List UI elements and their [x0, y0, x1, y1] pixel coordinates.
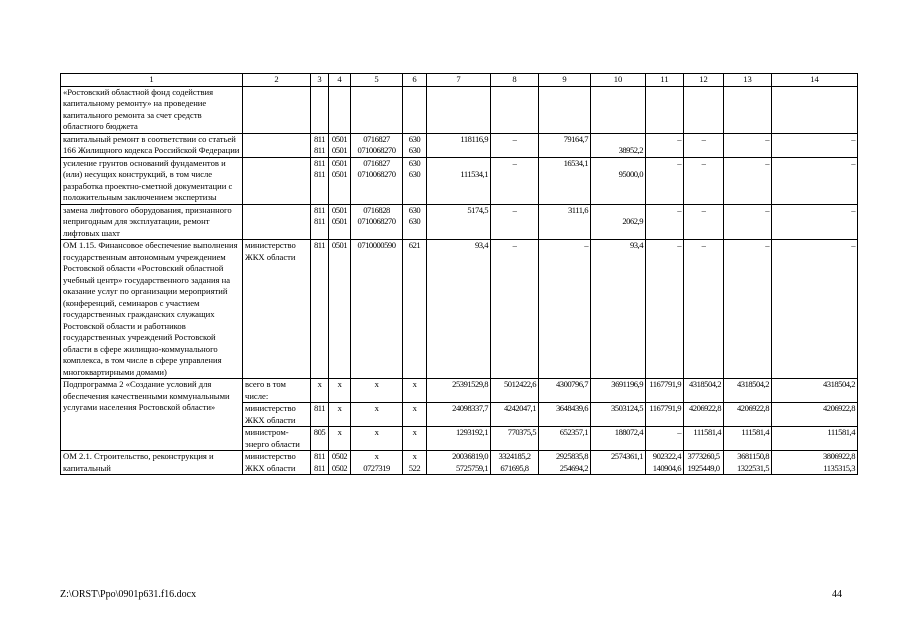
row-description: «Ростовский областной фонд содействия капитальному ремонту» на проведение капитального ремонта за счет средств областного бюджета — [61, 86, 243, 133]
value-cell: 111581,4 — [684, 427, 724, 451]
value-cell: 3648439,6 — [539, 403, 591, 427]
value-cell — [351, 240, 403, 379]
value-line: 630 — [408, 216, 421, 226]
value-line: 0716827 — [363, 133, 390, 144]
value-cell — [646, 204, 684, 240]
value-cell — [772, 451, 858, 475]
value-cell — [684, 240, 724, 379]
header-cell: 5 — [351, 74, 403, 87]
value-line: 1925449,0 — [687, 462, 720, 473]
value-cell — [311, 86, 329, 133]
value-line: 111534,1 — [460, 169, 488, 179]
value-cell — [329, 240, 351, 379]
table-row — [61, 157, 858, 204]
value-line: 2925835,8 — [555, 451, 588, 461]
value-line: 811 — [313, 169, 326, 179]
value-line — [648, 169, 681, 181]
value-line: 20036819,0 — [452, 451, 488, 461]
value-cell — [329, 133, 351, 157]
value-line: 118116,9 — [460, 133, 488, 144]
row-description: ОМ 2.1. Строительство, реконструкция и капитальный — [61, 451, 243, 475]
value-cell: x — [351, 403, 403, 427]
value-cell — [491, 451, 539, 475]
value-line: 93,4 — [629, 240, 643, 250]
footer-file-path: Z:\ORST\Ppo\0901p631.f16.docx — [60, 589, 197, 600]
value-line: – — [851, 204, 855, 215]
value-line — [541, 216, 588, 228]
value-cell — [591, 451, 646, 475]
header-cell: 8 — [491, 74, 539, 87]
header-cell: 14 — [772, 74, 858, 87]
value-cell — [646, 240, 684, 379]
value-cell — [427, 86, 491, 133]
value-line: 5174,5 — [467, 204, 488, 215]
value-line: 0710068270 — [357, 216, 396, 226]
value-line: 671695,8 — [500, 462, 529, 473]
value-cell — [539, 133, 591, 157]
value-cell: 652357,1 — [539, 427, 591, 451]
value-line — [593, 134, 643, 146]
value-cell: 4318504,2 — [724, 379, 772, 403]
value-cell — [539, 204, 591, 240]
value-cell: 4242047,1 — [491, 403, 539, 427]
value-cell — [539, 157, 591, 204]
table-row — [61, 451, 858, 475]
value-cell — [311, 204, 329, 240]
value-cell — [684, 157, 724, 204]
value-cell: x — [403, 379, 427, 403]
value-cell — [684, 133, 724, 157]
value-line: 3773260,5 — [687, 451, 720, 461]
value-line: 3806922,8 — [822, 451, 855, 461]
value-cell — [591, 204, 646, 240]
value-cell — [351, 451, 403, 475]
value-cell — [684, 86, 724, 133]
value-cell: x — [329, 427, 351, 451]
value-cell: x — [311, 379, 329, 403]
value-line: 811 — [313, 145, 326, 155]
value-line: – — [512, 133, 517, 144]
value-line: 2574361,1 — [610, 451, 643, 461]
value-cell: 805 — [311, 427, 329, 451]
value-line: x — [374, 451, 379, 461]
value-line: 254694,2 — [559, 462, 588, 473]
value-cell: 4206922,8 — [684, 403, 724, 427]
value-cell — [591, 133, 646, 157]
value-cell: 111581,4 — [724, 427, 772, 451]
value-line — [593, 158, 643, 170]
value-cell — [772, 157, 858, 204]
value-cell — [491, 204, 539, 240]
value-cell — [646, 157, 684, 204]
value-cell: x — [403, 403, 427, 427]
header-row — [61, 74, 858, 87]
responsible-executor — [243, 157, 311, 204]
value-line: 3681150,8 — [737, 451, 769, 461]
value-cell — [427, 157, 491, 204]
value-line: – — [512, 240, 517, 250]
table-row — [61, 204, 858, 240]
value-line: 811 — [313, 204, 326, 215]
value-line — [429, 158, 488, 170]
value-line: – — [701, 157, 706, 168]
value-line — [686, 145, 721, 157]
value-line: – — [851, 240, 855, 250]
value-cell — [427, 451, 491, 475]
value-line: – — [584, 240, 588, 250]
value-line: – — [512, 157, 517, 168]
value-line: – — [701, 204, 706, 215]
value-cell — [427, 133, 491, 157]
value-line: 5725759,1 — [455, 462, 488, 473]
value-line: 93,4 — [474, 240, 488, 250]
header-cell: 1 — [61, 74, 243, 87]
value-cell — [329, 451, 351, 475]
value-cell: 188072,4 — [591, 427, 646, 451]
value-line — [686, 216, 721, 228]
value-cell: 3503124,5 — [591, 403, 646, 427]
header-cell: 9 — [539, 74, 591, 87]
header-cell: 4 — [329, 74, 351, 87]
value-cell — [403, 133, 427, 157]
value-cell — [772, 240, 858, 379]
value-cell — [311, 451, 329, 475]
responsible-executor: министерство ЖКХ области — [243, 240, 311, 379]
header-cell: 2 — [243, 74, 311, 87]
value-line — [541, 169, 588, 181]
value-cell — [329, 157, 351, 204]
value-cell — [403, 204, 427, 240]
value-cell — [329, 204, 351, 240]
value-line — [593, 205, 643, 217]
value-cell: 24098337,7 — [427, 403, 491, 427]
page-number: 44 — [832, 589, 842, 600]
table-row — [61, 133, 858, 157]
value-line — [774, 169, 855, 181]
value-line — [726, 145, 769, 157]
value-cell: 111581,4 — [772, 427, 858, 451]
value-line: 630 — [408, 204, 421, 215]
value-line — [493, 216, 536, 228]
value-line: 811 — [313, 133, 326, 144]
value-line — [686, 169, 721, 181]
value-cell — [491, 86, 539, 133]
row-description: капитальный ремонт в соответствии со статьей 166 Жилищного кодекса Российской Федерации — [61, 133, 243, 157]
value-line: 0502 — [331, 462, 348, 473]
value-cell — [646, 86, 684, 133]
value-cell — [351, 204, 403, 240]
value-cell: 4318504,2 — [772, 379, 858, 403]
value-line: 0501 — [331, 169, 348, 179]
value-line: 16534,1 — [563, 157, 588, 168]
value-line — [429, 145, 488, 157]
value-cell — [772, 204, 858, 240]
value-cell — [403, 157, 427, 204]
value-line: 811 — [313, 451, 326, 461]
header-cell: 10 — [591, 74, 646, 87]
responsible-executor: всего в том числе: — [243, 379, 311, 403]
value-cell — [311, 240, 329, 379]
table-row — [61, 240, 858, 379]
value-line — [726, 169, 769, 181]
value-cell — [772, 133, 858, 157]
value-line: x — [412, 451, 417, 461]
header-cell: 12 — [684, 74, 724, 87]
value-line: 630 — [408, 169, 421, 179]
value-line: 0710000590 — [357, 240, 396, 250]
value-cell — [311, 133, 329, 157]
value-cell: 25391529,8 — [427, 379, 491, 403]
value-cell: x — [351, 379, 403, 403]
value-cell: 5012422,6 — [491, 379, 539, 403]
value-cell — [311, 157, 329, 204]
value-line — [648, 145, 681, 157]
value-line: 0710068270 — [357, 169, 396, 179]
value-cell: x — [329, 379, 351, 403]
responsible-executor: министром-энерго области — [243, 427, 311, 451]
value-cell — [539, 451, 591, 475]
value-cell — [351, 133, 403, 157]
header-cell: 11 — [646, 74, 684, 87]
value-cell — [491, 240, 539, 379]
value-cell — [684, 451, 724, 475]
value-line: 0716828 — [363, 204, 390, 215]
row-description: усиление грунтов оснований фундаментов и (или) несущих конструкций, в том числе разработка проектно-сметной документации с положительным заключением экспертизы — [61, 157, 243, 204]
value-cell — [403, 86, 427, 133]
value-line: – — [701, 133, 706, 144]
value-line: – — [765, 204, 769, 215]
value-line — [541, 145, 588, 157]
budget-table — [60, 73, 858, 475]
value-line: 3111,6 — [568, 204, 588, 215]
value-line: 1322531,5 — [736, 462, 769, 473]
value-cell: 3691196,9 — [591, 379, 646, 403]
value-cell: 1293192,1 — [427, 427, 491, 451]
value-cell — [539, 240, 591, 379]
value-line: 0727319 — [363, 462, 390, 473]
value-cell — [403, 451, 427, 475]
value-line: – — [851, 157, 855, 168]
value-cell: 4300796,7 — [539, 379, 591, 403]
value-line: 3324185,2 — [498, 451, 531, 461]
value-line: 630 — [408, 133, 421, 144]
value-line: 811 — [313, 216, 326, 226]
value-cell: 1167791,9 — [646, 379, 684, 403]
value-cell — [403, 240, 427, 379]
value-cell — [427, 204, 491, 240]
value-line: 621 — [408, 240, 421, 250]
value-cell — [591, 157, 646, 204]
value-cell — [724, 133, 772, 157]
value-line: 0501 — [331, 157, 348, 168]
value-cell — [724, 157, 772, 204]
value-line: – — [677, 157, 681, 168]
value-line: 0501 — [331, 145, 348, 155]
value-line: – — [765, 133, 769, 144]
value-line — [429, 216, 488, 228]
row-description: замена лифтового оборудования, признанного непригодным для эксплуатации, ремонт лифтовых шахт — [61, 204, 243, 240]
value-line: 1135315,3 — [823, 462, 855, 473]
value-line: 0710068270 — [357, 145, 396, 155]
value-cell: 4318504,2 — [684, 379, 724, 403]
value-cell — [329, 86, 351, 133]
value-cell — [539, 86, 591, 133]
value-cell — [724, 86, 772, 133]
responsible-executor — [243, 86, 311, 133]
value-line: – — [765, 157, 769, 168]
value-line — [648, 216, 681, 228]
responsible-executor: министерство ЖКХ области — [243, 403, 311, 427]
value-line: 630 — [408, 157, 421, 168]
value-cell — [646, 451, 684, 475]
value-line — [593, 463, 643, 475]
value-cell — [591, 240, 646, 379]
value-cell: x — [329, 403, 351, 427]
row-description: Подпрограмма 2 «Создание условий для обеспечения качественными коммунальными услугами населения Ростовской области» — [61, 379, 243, 451]
responsible-executor — [243, 204, 311, 240]
value-cell: x — [403, 427, 427, 451]
value-cell — [427, 240, 491, 379]
header-cell: 3 — [311, 74, 329, 87]
header-cell: 7 — [427, 74, 491, 87]
value-line: 0501 — [331, 204, 348, 215]
value-cell: 4206922,8 — [772, 403, 858, 427]
value-cell: 4206922,8 — [724, 403, 772, 427]
value-cell — [724, 204, 772, 240]
value-cell: 770375,5 — [491, 427, 539, 451]
value-cell — [684, 204, 724, 240]
value-line: 811 — [313, 462, 326, 473]
value-line: 95000,0 — [618, 169, 643, 179]
value-line: 79164,7 — [563, 133, 588, 144]
value-cell: x — [351, 427, 403, 451]
value-line — [493, 145, 536, 157]
value-line — [726, 216, 769, 228]
value-line: 0502 — [331, 451, 348, 461]
table-row — [61, 379, 858, 403]
value-cell — [351, 157, 403, 204]
header-cell: 6 — [403, 74, 427, 87]
responsible-executor — [243, 133, 311, 157]
value-cell — [491, 157, 539, 204]
value-line: 630 — [408, 145, 421, 155]
value-line: – — [851, 133, 855, 144]
value-cell — [591, 86, 646, 133]
value-line — [774, 145, 855, 157]
value-line: – — [677, 204, 681, 215]
value-line: – — [677, 240, 681, 250]
value-line: 811 — [313, 157, 326, 168]
value-cell — [646, 133, 684, 157]
responsible-executor: министерство ЖКХ области — [243, 451, 311, 475]
value-cell: – — [646, 427, 684, 451]
value-cell: 811 — [311, 403, 329, 427]
value-line: 0501 — [331, 216, 348, 226]
value-cell — [772, 86, 858, 133]
value-line: 0501 — [331, 133, 348, 144]
value-line — [493, 169, 536, 181]
value-line: 811 — [313, 240, 326, 250]
value-line: 0501 — [331, 240, 348, 250]
value-line: 902322,4 — [652, 451, 681, 461]
value-line: – — [512, 204, 517, 215]
value-line: – — [765, 240, 769, 250]
value-line — [774, 216, 855, 228]
value-line: 0716827 — [363, 157, 390, 168]
value-line: – — [701, 240, 706, 250]
value-line: 38952,2 — [618, 145, 643, 155]
value-cell — [351, 86, 403, 133]
value-line: 2062,9 — [622, 216, 643, 226]
header-cell: 13 — [724, 74, 772, 87]
row-description: ОМ 1.15. Финансовое обеспечение выполнения государственным автономным учреждением Ростовской области «Ростовский областной учебный центр» государственного задания на оказание услуг по организации мероприятий (конференций, семинаров с участием государственных гражданских служащих Ростовской области и работников государственных учреждений Ростовской области в сфере жилищно-коммунального комплекса, в том числе в сфере управления многоквартирными домами) — [61, 240, 243, 379]
value-cell: 1167791,9 — [646, 403, 684, 427]
value-line: 140904,6 — [652, 462, 681, 473]
table-row — [61, 86, 858, 133]
value-cell — [724, 240, 772, 379]
value-cell — [724, 451, 772, 475]
value-line: 522 — [408, 462, 421, 473]
value-cell — [491, 133, 539, 157]
value-line: – — [677, 133, 681, 144]
